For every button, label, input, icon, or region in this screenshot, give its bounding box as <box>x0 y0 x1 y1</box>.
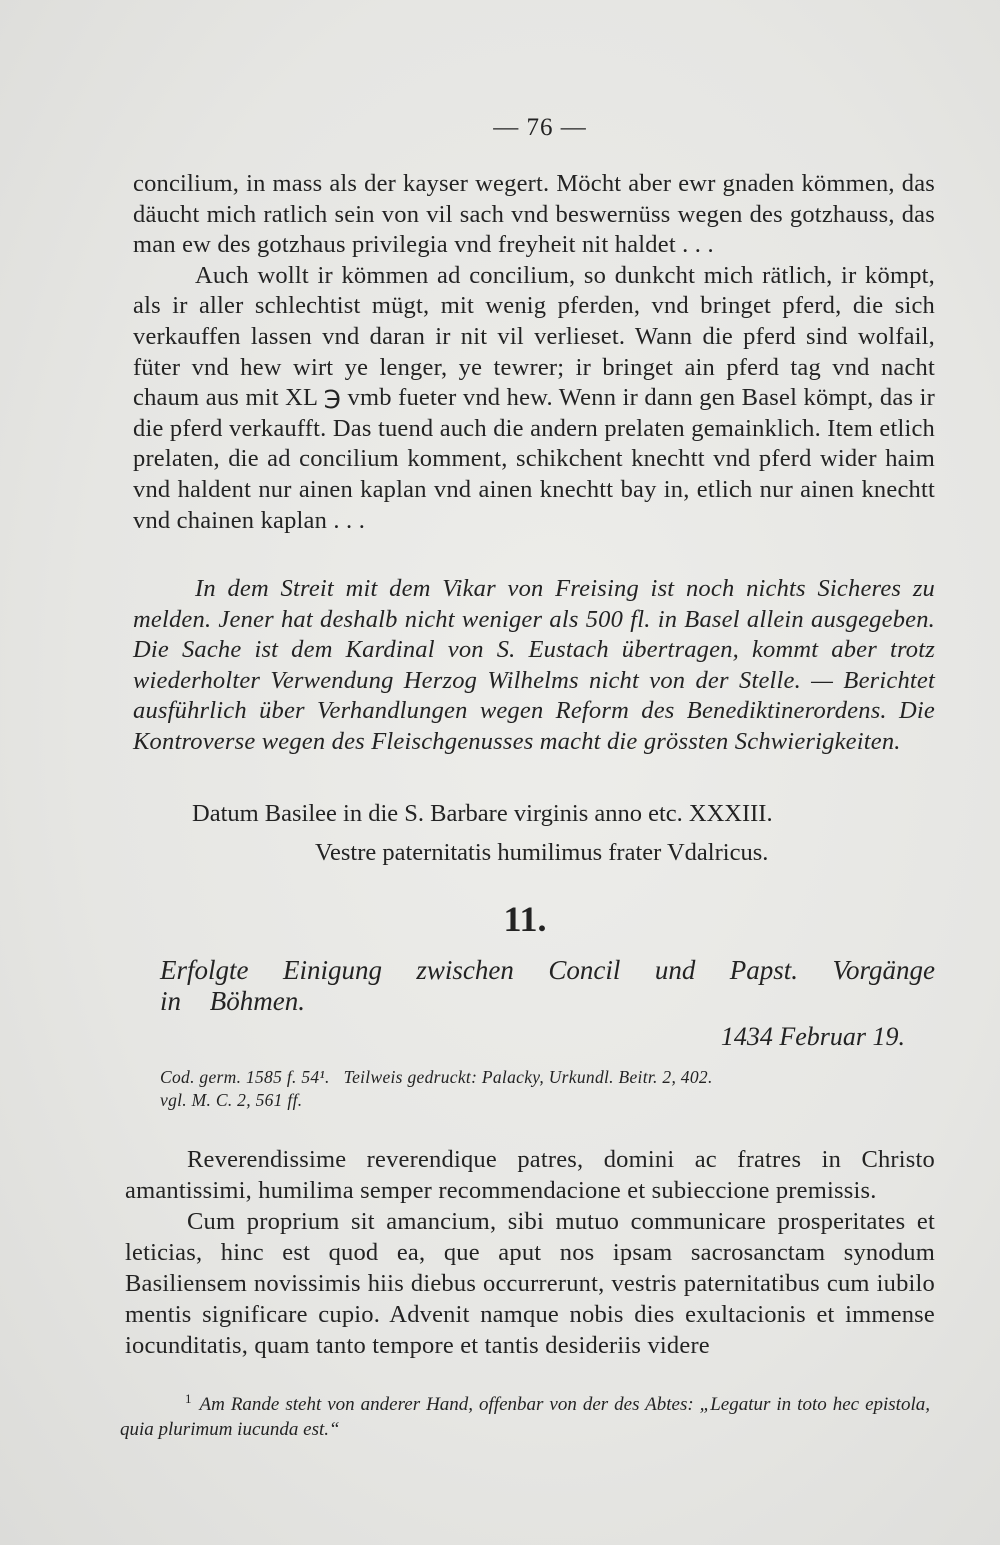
letter-paragraph: concilium, in mass als der kayser wegert. Möcht aber ewr gnaden kömmen, das däucht mich ratlich sein von vil sach vnd beswernüss wegen des gotzhauss, das man ew des gotzhaus privilegia vnd freyheit nit haldet . . . <box>133 170 935 259</box>
section-heading: Erfolgte Einigung zwischen Concil und Papst. Vorgänge in Böhmen. <box>160 955 935 1016</box>
body-paragraph: Reverendissime reverendique patres, domini ac fratres in Christo amantissimi, humilima semper recommendacione et subieccione premissis. <box>125 1146 935 1204</box>
letter-body <box>125 1144 935 1361</box>
footnote-mark: 1 <box>185 1391 192 1406</box>
letter-paragraph: Auch wollt ir kömmen ad concilium, so dunkcht mich rätlich, ir kömpt, als ir aller schlechtist mügt, mit wenig pferden, vnd bringet pferd, die sich verkauffen lassen vnd daran ir nit vil verlieset. Wann die pferd sind wolfail, füter vnd hew wirt ye lenger, ye tewrer; ir bringet ain pferd tag vnd nacht chaum aus mit XL ℈ vmb fueter vnd hew. Wenn ir dann gen Basel kömpt, das ir die pferd verkaufft. Das tuend auch die andern prelaten gemainklich. Item etlich prelaten, die ad concilium komment, schikchent knechtt vnd pferd wider haim vnd haldent nur ainen kaplan vnd ainen knechtt bay in, etlich nur ainen knechtt vnd chainen kaplan . . . <box>133 261 935 534</box>
summary-paragraph: In dem Streit mit dem Vikar von Freising ist noch nichts Sicheres zu melden. Jener hat deshalb nicht weniger als 500 fl. in Basel allein ausgegeben. Die Sache ist dem Kardinal von S. Eustach übertragen, kommt aber trotz wiederholter Verwendung Herzog Wilhelms nicht von der Stelle. — Berichtet ausführlich über Verhandlungen wegen Reform des Benediktinerordens. Die Kontroverse wegen des Fleischgenusses macht die grössten Schwierigkeiten. <box>133 575 935 755</box>
page-number: — 76 — <box>493 114 587 141</box>
section-date: 1434 Februar 19. <box>720 1022 905 1051</box>
letter-text <box>133 169 935 536</box>
section-number: 11. <box>503 899 547 939</box>
closing-block <box>192 799 912 868</box>
source-citation <box>160 1066 920 1112</box>
signature-line: Vestre paternitatis humilimus frater Vdalricus. <box>315 838 769 866</box>
body-paragraph: Cum proprium sit amancium, sibi mutuo communicare prosperitates et leticias, hinc est quod ea, que aput nos ipsam sacrosanctam synodum Basiliensem novissimis hiis diebus occurrerunt, vestris paternitatibus cum iubilo mentis significare cupio. Advenit namque nobis dies exultacionis et immense iocunditatis, quam tanto tempore et tantis desideriis videre <box>125 1208 935 1359</box>
source-printed: Teilweis gedruckt: Palacky, Urkundl. Beitr. 2, 402. <box>343 1067 713 1087</box>
source-reference: vgl. M. C. 2, 561 ff. <box>160 1090 303 1110</box>
source-codex: Cod. germ. 1585 f. 54¹. <box>160 1067 330 1087</box>
footnote-text: Am Rande steht von anderer Hand, offenbar von der des Abtes: „Legatur in toto hec epistola, quia plurimum iucunda est.“ <box>120 1394 930 1440</box>
summary-block <box>133 574 935 757</box>
footnote <box>120 1386 930 1442</box>
datum-line: Datum Basilee in die S. Barbare virginis anno etc. XXXIII. <box>192 800 773 827</box>
